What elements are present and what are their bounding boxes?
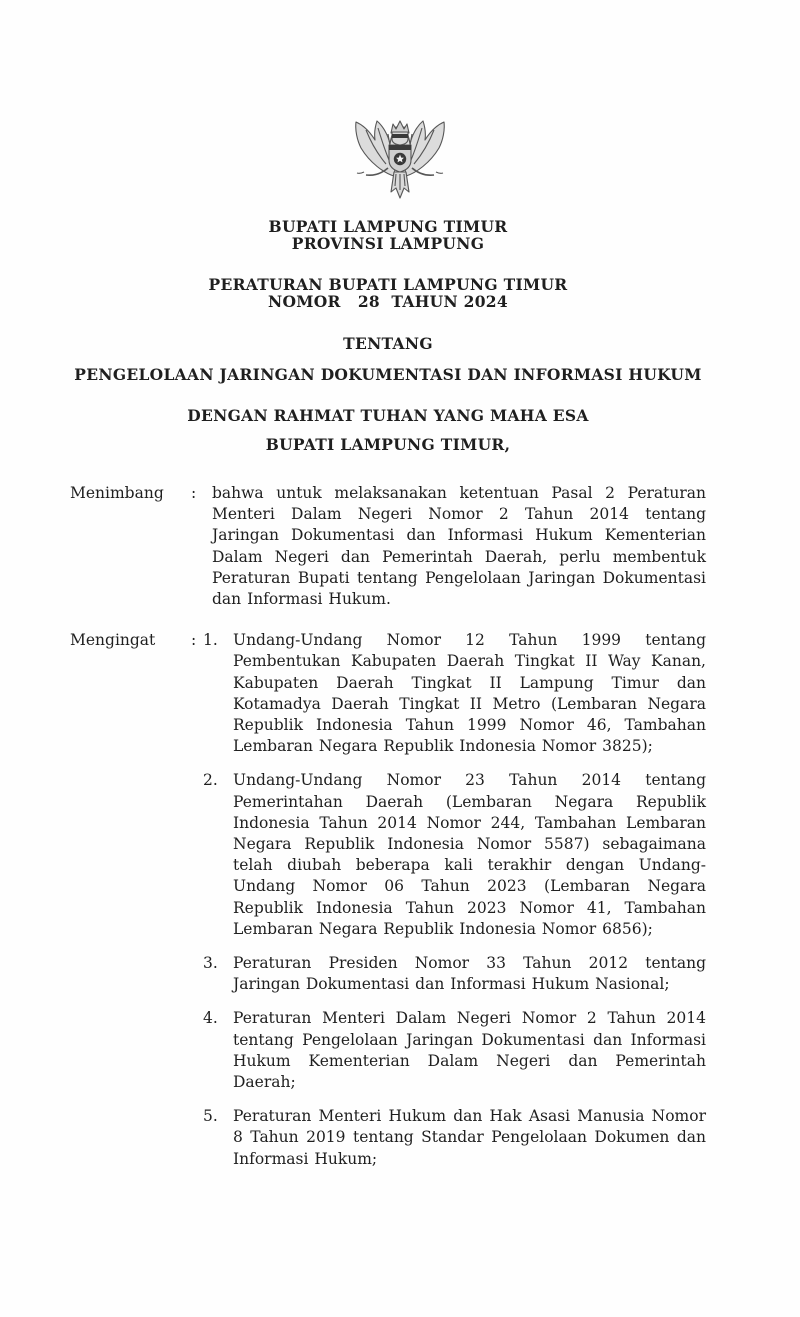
legal-item-text: Peraturan Menteri Dalam Negeri Nomor 2 Tahun 2014 tentang Pengelolaan Jaringan Dokumentasi dan Informasi Hukum Kementerian Dalam Negeri dan Pemerintah Daerah;	[233, 1009, 706, 1092]
menimbang-section	[70, 483, 706, 610]
menimbang-label: Menimbang	[70, 484, 164, 502]
legal-basis-item	[203, 1106, 706, 1170]
authority-line-1: BUPATI LAMPUNG TIMUR	[268, 217, 508, 236]
legal-basis-item	[203, 770, 706, 940]
tentang-label: TENTANG	[343, 334, 433, 353]
invocation-line: DENGAN RAHMAT TUHAN YANG MAHA ESA	[187, 406, 589, 425]
legal-basis-item	[203, 630, 706, 757]
legal-item-number: 2.	[203, 771, 218, 790]
menimbang-text: bahwa untuk melaksanakan ketentuan Pasal 2 Peraturan Menteri Dalam Negeri Nomor 2 Tahun 2014 tentang Jaringan Dokumentasi dan Informasi Hukum Kementerian Dalam Negeri dan Pemerintah Daerah, perlu membentuk Peraturan Bupati tentang Pengelolaan Jaringan Dokumentasi dan Informasi Hukum.	[212, 484, 706, 609]
regulation-title: PERATURAN BUPATI LAMPUNG TIMUR	[208, 275, 568, 294]
mengingat-label: Mengingat	[70, 631, 156, 650]
legal-basis-item	[203, 953, 706, 995]
legal-item-text: Undang-Undang Nomor 12 Tahun 1999 tentang Pembentukan Kabupaten Daerah Tingkat II Way Kanan, Kabupaten Daerah Tingkat II Lampung Timur dan Kotamadya Daerah Tingkat II Metro (Lembaran Negara Republik Indonesia Tahun 1999 Nomor 46, Tambahan Lembaran Negara Republik Indonesia Nomor 3825);	[233, 631, 706, 756]
issuer-line: BUPATI LAMPUNG TIMUR,	[265, 435, 511, 454]
legal-basis-list	[203, 630, 706, 1170]
regulation-number: NOMOR 28 TAHUN 2024	[268, 292, 508, 311]
garuda-emblem-icon	[348, 116, 452, 210]
legal-item-number: 4.	[203, 1009, 218, 1028]
legal-basis-item	[203, 1008, 706, 1093]
menimbang-colon: :	[191, 484, 197, 502]
legal-item-number: 5.	[203, 1107, 218, 1126]
authority-heading	[70, 218, 706, 252]
mengingat-colon: :	[191, 631, 197, 650]
mengingat-section	[70, 630, 706, 1170]
legal-item-text: Peraturan Presiden Nomor 33 Tahun 2012 tentang Jaringan Dokumentasi dan Informasi Hukum Nasional;	[233, 954, 706, 994]
regulation-title-block	[70, 276, 706, 310]
legal-item-text: Peraturan Menteri Hukum dan Hak Asasi Manusia Nomor 8 Tahun 2019 tentang Standar Pengelolaan Dokumen dan Informasi Hukum;	[233, 1107, 706, 1168]
legal-item-number: 3.	[203, 954, 218, 973]
regulation-subject: PENGELOLAAN JARINGAN DOKUMENTASI DAN INFORMASI HUKUM	[74, 365, 702, 384]
legal-item-number: 1.	[203, 631, 218, 650]
authority-line-2: PROVINSI LAMPUNG	[291, 234, 485, 253]
document-body	[70, 218, 706, 1170]
legal-item-text: Undang-Undang Nomor 23 Tahun 2014 tentang Pemerintahan Daerah (Lembaran Negara Republik Indonesia Tahun 2014 Nomor 244, Tambahan Lembaran Negara Republik Indonesia Nomor 5587) sebagaimana telah diubah beberapa kali terakhir dengan Undang-Undang Nomor 06 Tahun 2023 (Lembaran Negara Republik Indonesia Tahun 2023 Nomor 41, Tambahan Lembaran Negara Republik Indonesia Nomor 6856);	[233, 771, 706, 938]
